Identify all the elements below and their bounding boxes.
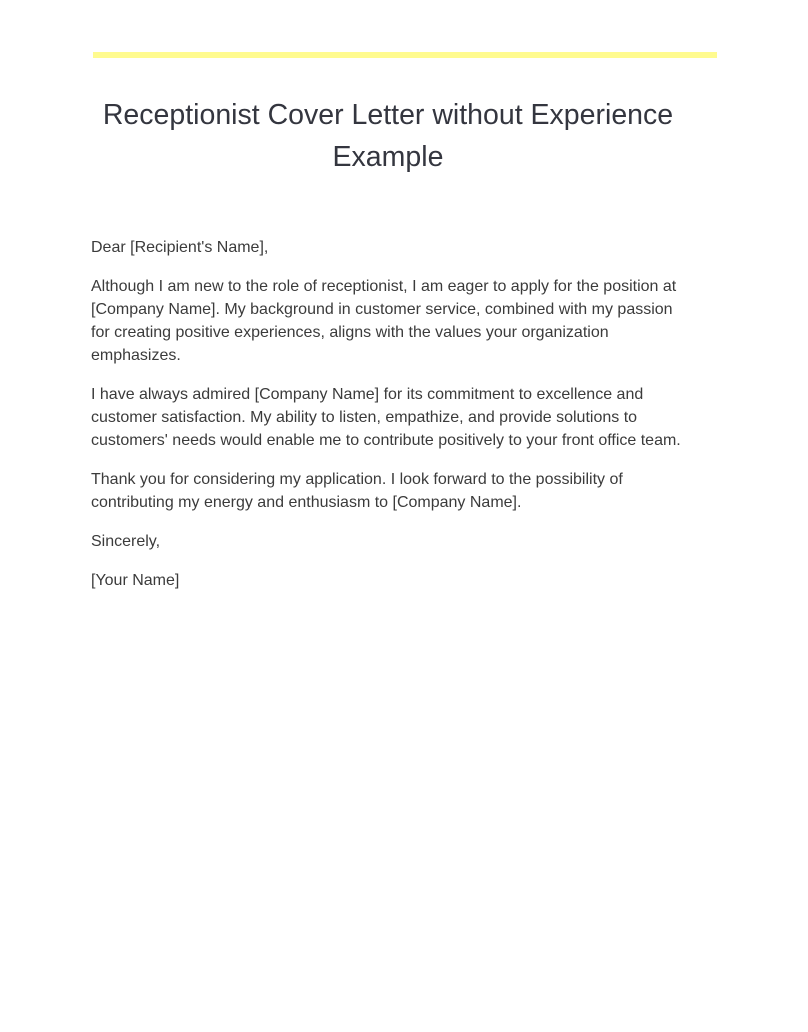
paragraph-admiration: I have always admired [Company Name] for its commitment to excellence and customer satisfaction. My ability to listen, empathize, and provide solutions to customers' needs would enable me to contribute positively to your front office team. <box>91 386 681 449</box>
closing-line: Sincerely, <box>91 533 161 550</box>
paragraph-intro: Although I am new to the role of receptionist, I am eager to apply for the position at [Company Name]. My background in customer service, combined with my passion for creating positive experiences, aligns with the values your organization emphasizes. <box>91 278 677 364</box>
letter-body <box>91 236 691 608</box>
paragraph-closing: Thank you for considering my application. I look forward to the possibility of contributing my energy and enthusiasm to [Company Name]. <box>91 471 623 511</box>
accent-bar <box>93 52 717 58</box>
signature: [Your Name] <box>91 572 180 589</box>
document-title: Receptionist Cover Letter without Experience Example <box>102 99 674 173</box>
salutation: Dear [Recipient's Name], <box>91 239 269 256</box>
